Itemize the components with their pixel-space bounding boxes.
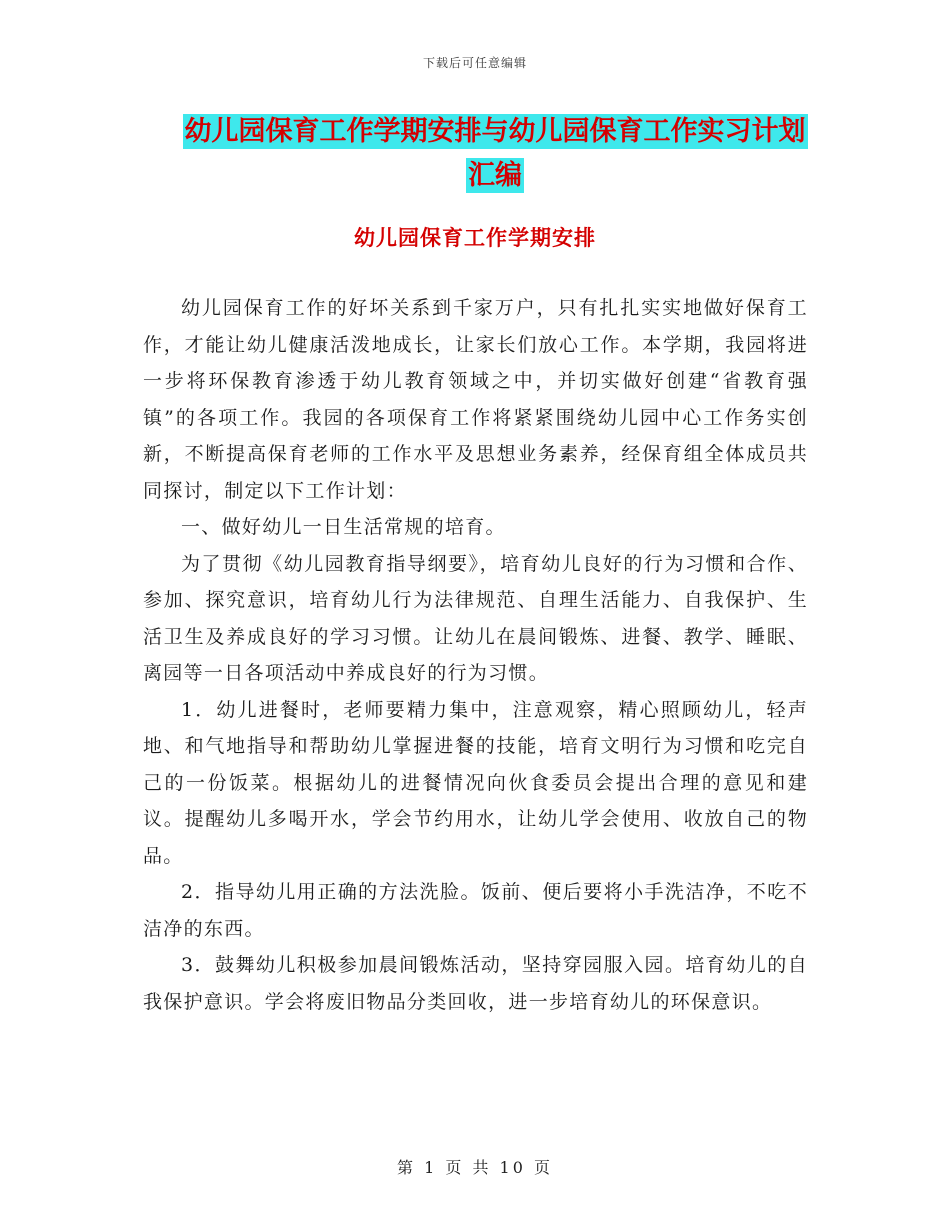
paragraph-item-2: 2．指导幼儿用正确的方法洗脸。饭前、便后要将小手洗洁净，不吃不洁净的东西。 xyxy=(143,881,808,940)
header-note: 下载后可任意编辑 xyxy=(422,56,527,70)
body-text xyxy=(143,290,808,1020)
paragraph-heading-1: 一、做好幼儿一日生活常规的培育。 xyxy=(181,516,506,538)
page-number-footer: 第 1 页 共 10 页 xyxy=(397,1158,553,1177)
paragraph-item-1: 1．幼儿进餐时，老师要精力集中，注意观察，精心照顾幼儿，轻声地、和气地指导和帮助幼儿掌握进餐的技能，培育文明行为习惯和吃完自己的一份饭菜。根据幼儿的进餐情况向伙食委员会提出合理的意见和建议。提醒幼儿多喝开水，学会节约用水，让幼儿学会使用、收放自己的物品。 xyxy=(143,698,808,867)
section-title: 幼儿园保育工作学期安排 xyxy=(354,226,596,250)
paragraph-item-3: 3．鼓舞幼儿积极参加晨间锻炼活动，坚持穿园服入园。培育幼儿的自我保护意识。学会将废旧物品分类回收，进一步培育幼儿的环保意识。 xyxy=(143,954,808,1013)
paragraph-intro: 幼儿园保育工作的好坏关系到千家万户，只有扎扎实实地做好保育工作，才能让幼儿健康活泼地成长，让家长们放心工作。本学期，我园将进一步将环保教育渗透于幼儿教育领域之中，并切实做好创建“省教育强镇”的各项工作。我园的各项保育工作将紧紧围绕幼儿园中心工作务实创新，不断提高保育老师的工作水平及思想业务素养，经保育组全体成员共同探讨，制定以下工作计划： xyxy=(143,297,808,502)
document-title xyxy=(140,110,850,198)
document-title-line-2: 汇编 xyxy=(468,160,522,191)
paragraph: 为了贯彻《幼儿园教育指导纲要》，培育幼儿良好的行为习惯和合作、参加、探究意识，培育幼儿行为法律规范、自理生活能力、自我保护、生活卫生及养成良好的学习习惯。让幼儿在晨间锻炼、进餐、教学、睡眠、离园等一日各项活动中养成良好的行为习惯。 xyxy=(143,552,808,684)
document-title-line-1: 幼儿园保育工作学期安排与幼儿园保育工作实习计划 xyxy=(184,116,806,147)
